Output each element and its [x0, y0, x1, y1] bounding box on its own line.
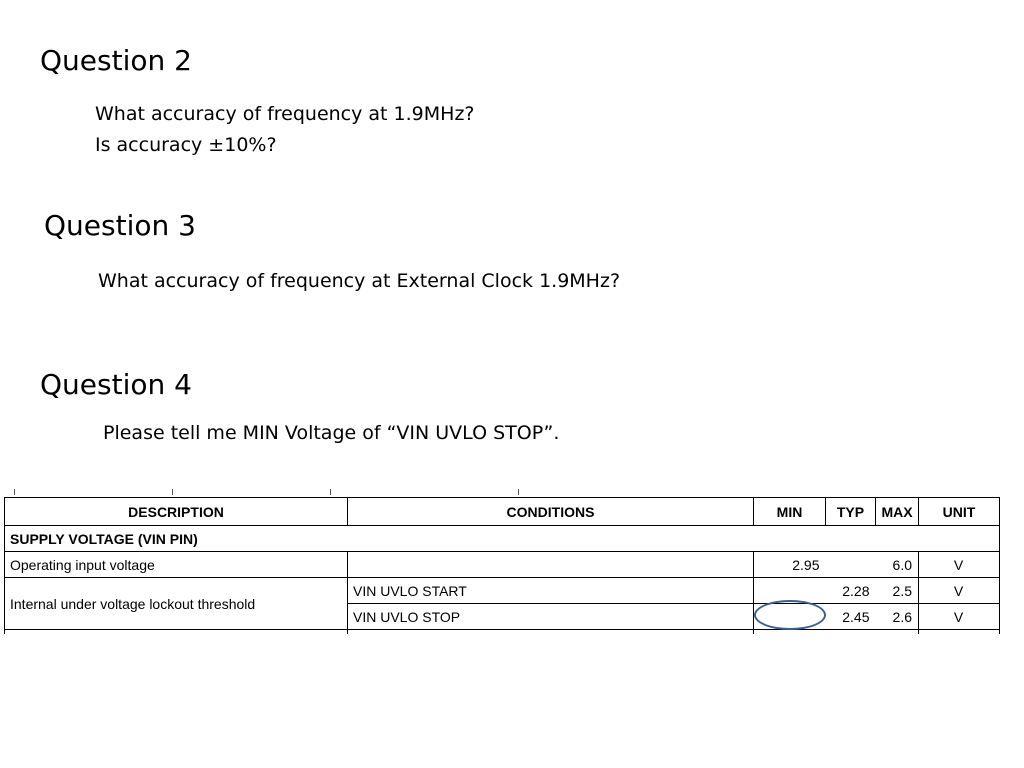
row-typ	[826, 552, 876, 578]
cropped-row	[5, 630, 1000, 635]
section-title: SUPPLY VOLTAGE (VIN PIN)	[5, 526, 1000, 552]
row-condition: VIN UVLO STOP	[348, 604, 754, 630]
highlight-ellipse	[754, 600, 826, 630]
question-2-heading: Question 2	[40, 44, 192, 77]
table-row	[5, 552, 1000, 578]
cropped-top-edge	[4, 489, 1016, 497]
row-typ: 2.28	[826, 578, 876, 604]
header-description: DESCRIPTION	[5, 498, 348, 526]
question-4-heading: Question 4	[40, 368, 192, 401]
question-2-line-1: What accuracy of frequency at 1.9MHz?	[95, 103, 475, 125]
row-min: 2.95	[754, 552, 826, 578]
row-description: Operating input voltage	[5, 552, 348, 578]
table-row	[5, 578, 1000, 604]
row-typ: 2.45	[826, 604, 876, 630]
row-unit: V	[919, 604, 1000, 630]
question-4-text	[103, 418, 559, 449]
question-3-line-1: What accuracy of frequency at External Clock 1.9MHz?	[98, 270, 621, 292]
header-conditions: CONDITIONS	[348, 498, 754, 526]
row-unit: V	[919, 552, 1000, 578]
row-unit: V	[919, 578, 1000, 604]
row-max: 2.5	[876, 578, 919, 604]
row-max: 6.0	[876, 552, 919, 578]
question-4-line-1: Please tell me MIN Voltage of “VIN UVLO STOP”.	[103, 422, 560, 444]
question-2-text	[95, 99, 475, 161]
question-3-text	[98, 266, 620, 297]
electrical-characteristics-table	[4, 497, 1000, 634]
section-row	[5, 526, 1000, 552]
table-header-row	[5, 498, 1000, 526]
header-unit: UNIT	[919, 498, 1000, 526]
question-2-line-2: Is accuracy ±10%?	[95, 134, 277, 156]
row-condition	[348, 552, 754, 578]
header-typ: TYP	[826, 498, 876, 526]
header-max: MAX	[876, 498, 919, 526]
spec-table-excerpt	[4, 489, 1016, 635]
question-3-heading: Question 3	[44, 209, 196, 242]
row-max: 2.6	[876, 604, 919, 630]
header-min: MIN	[754, 498, 826, 526]
row-description: Internal under voltage lockout threshold	[5, 578, 348, 630]
row-condition: VIN UVLO START	[348, 578, 754, 604]
